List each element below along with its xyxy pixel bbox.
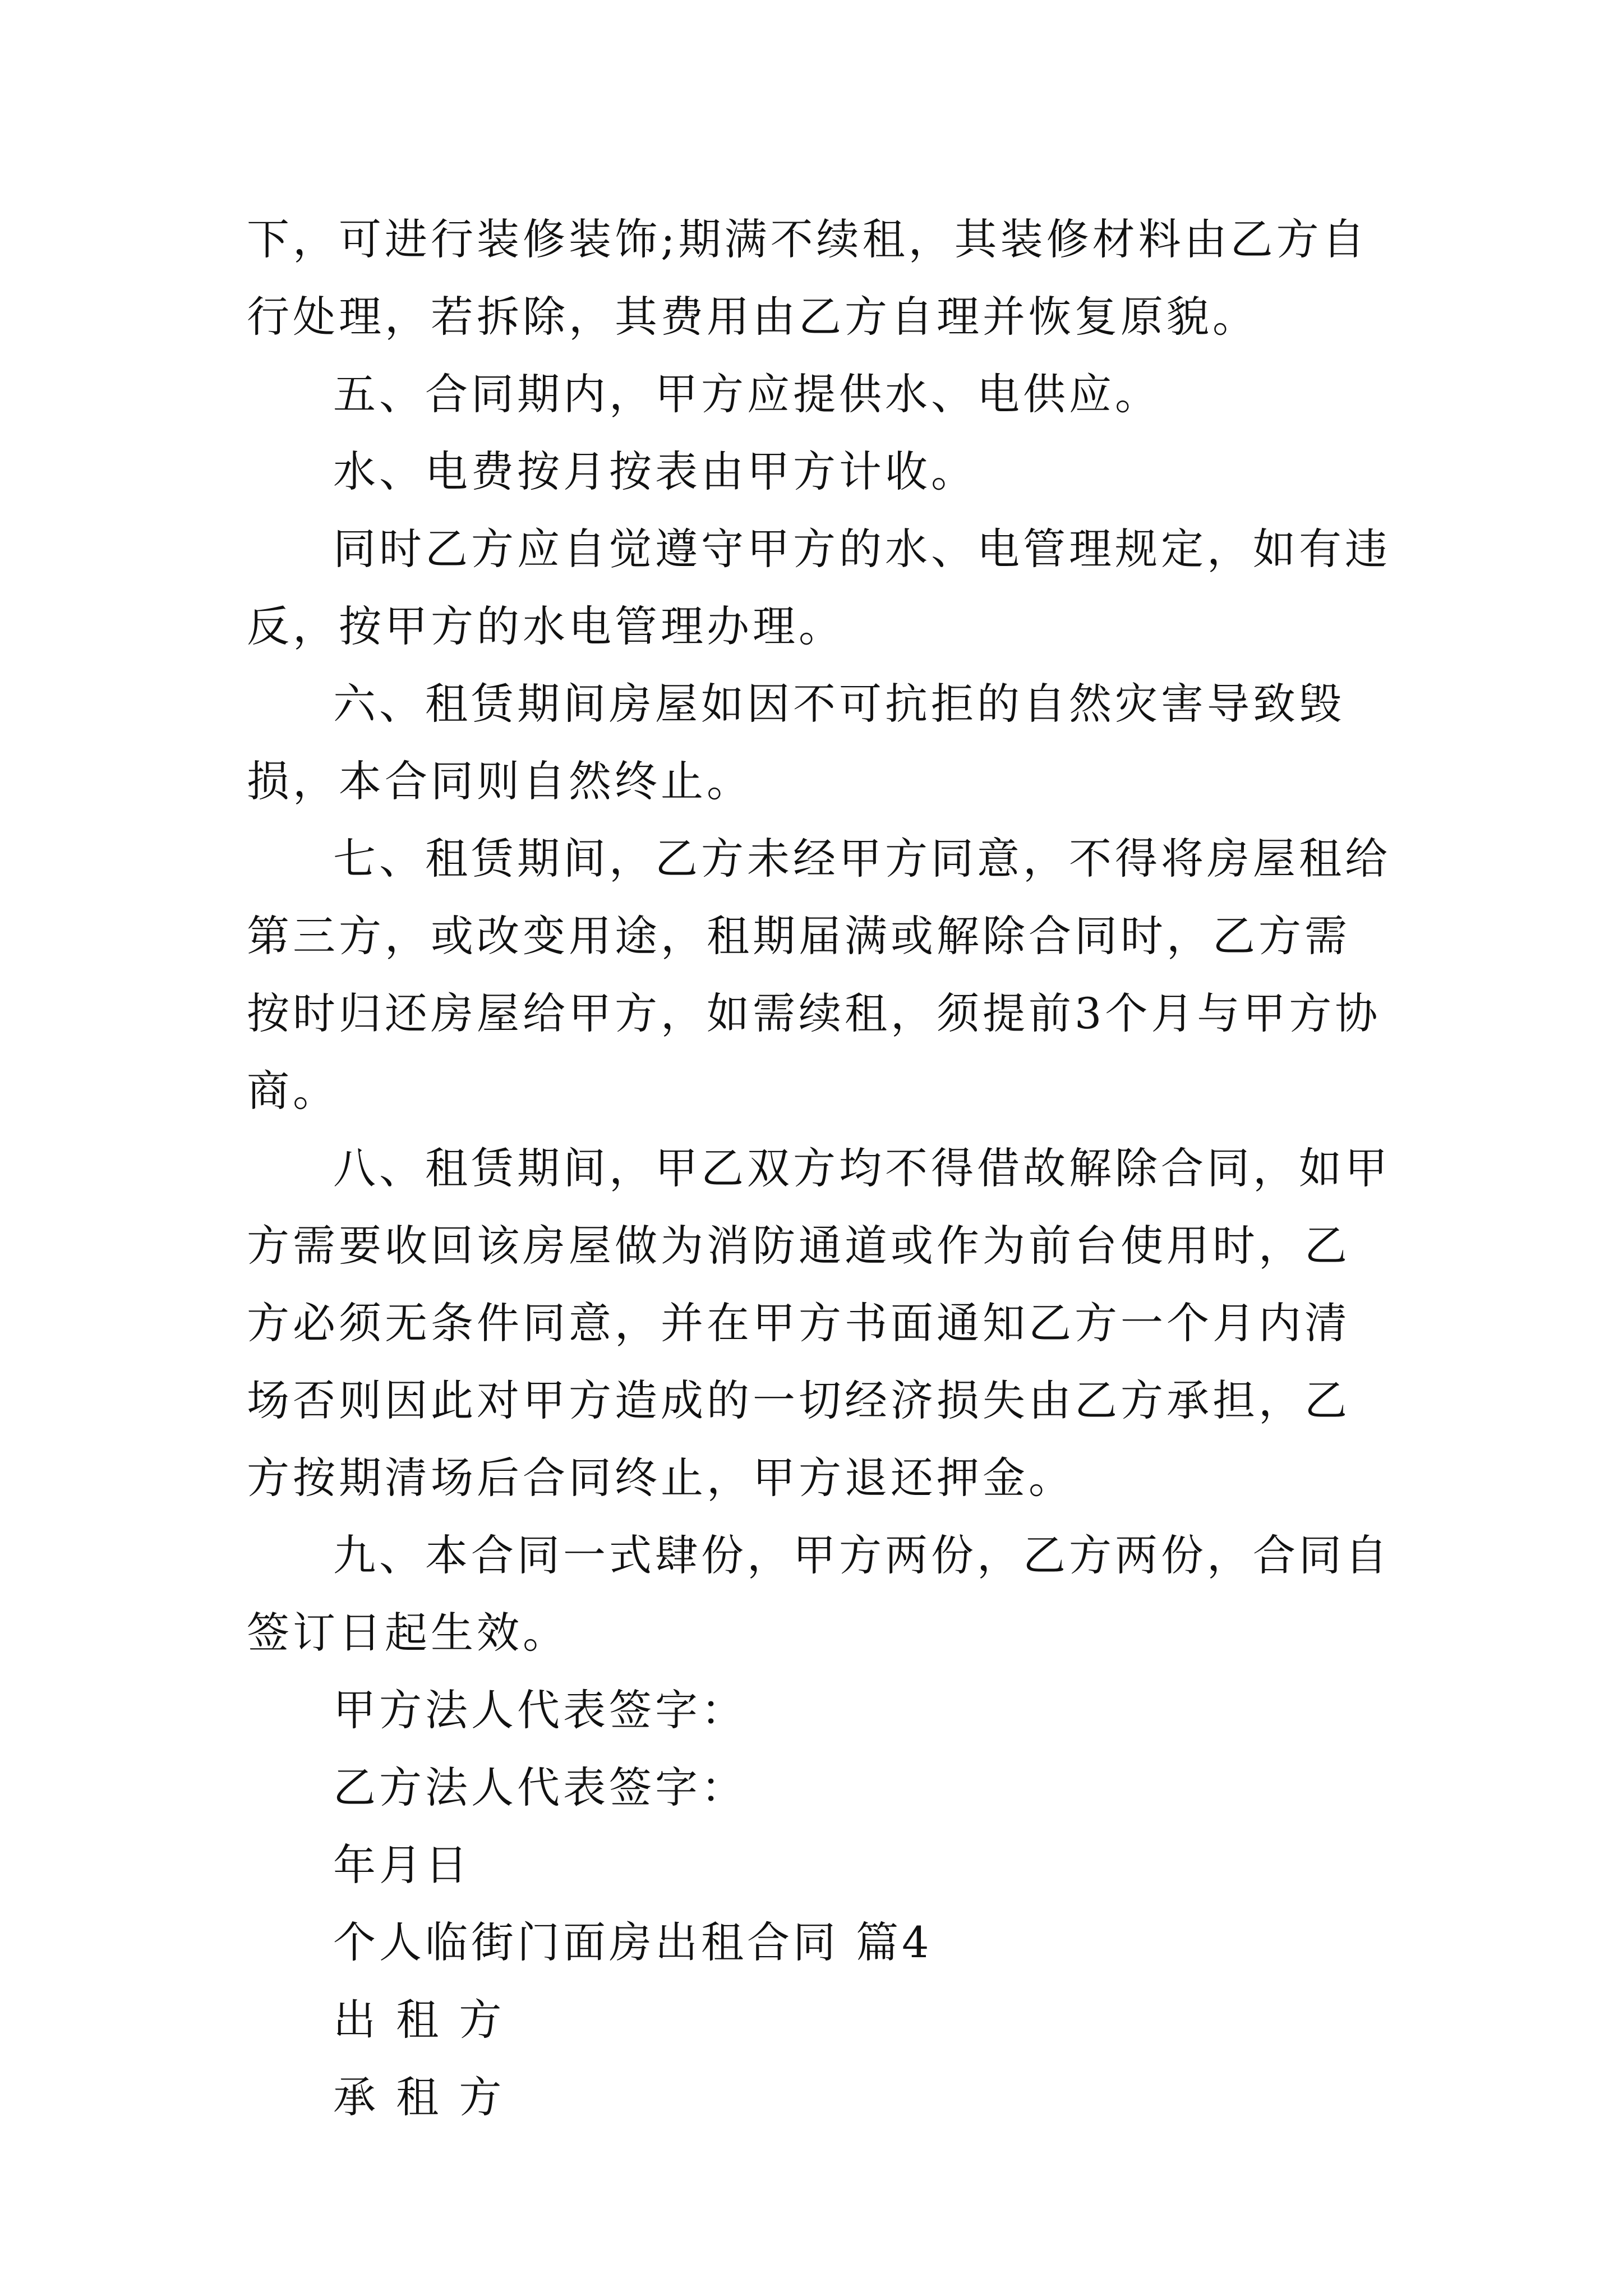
party-b-signature-line: 乙方法人代表签字： bbox=[333, 1763, 747, 1812]
paragraph-utility-rules: 同时乙方应自觉遵守甲方的水、电管理规定，如有违反，按甲方的水电管理办理。 bbox=[247, 524, 1391, 651]
date-line: 年月日 bbox=[333, 1840, 471, 1890]
lessee-line: 承 租 方 bbox=[333, 2072, 505, 2122]
party-a-signature-line: 甲方法人代表签字： bbox=[333, 1685, 747, 1735]
paragraph-utility-fee: 水、电费按月按表由甲方计收。 bbox=[333, 447, 977, 496]
paragraph-clause-6: 六、租赁期间房屋如因不可抗拒的自然灾害导致毁损，本合同则自然终止。 bbox=[247, 679, 1345, 806]
paragraph-clause-7: 七、租赁期间，乙方未经甲方同意，不得将房屋租给第三方，或改变用途，租期届满或解除合同时，乙方需按时归还房屋给甲方，如需续租，须提前3个月与甲方协商。 bbox=[247, 834, 1391, 1116]
paragraph-clause-8: 八、租赁期间，甲乙双方均不得借故解除合同，如甲方需要收回该房屋做为消防通道或作为前台使用时，乙方必须无条件同意，并在甲方书面通知乙方一个月内清场否则因此对甲方造成的一切经济损失由乙方承担，乙方按期清场后合同终止，甲方退还押金。 bbox=[247, 1143, 1391, 1503]
paragraph-clause-5: 五、合同期内，甲方应提供水、电供应。 bbox=[333, 369, 1161, 419]
paragraph-continuation: 下，可进行装修装饰;期满不续租，其装修材料由乙方自行处理，若拆除，其费用由乙方自理并恢复原貌。 bbox=[247, 214, 1368, 342]
document-body bbox=[247, 201, 1391, 2136]
section-title: 个人临街门面房出租合同 篇4 bbox=[333, 1917, 933, 1967]
lessor-line: 出 租 方 bbox=[333, 1995, 505, 2045]
paragraph-clause-9: 九、本合同一式肆份，甲方两份，乙方两份，合同自签订日起生效。 bbox=[247, 1530, 1391, 1658]
